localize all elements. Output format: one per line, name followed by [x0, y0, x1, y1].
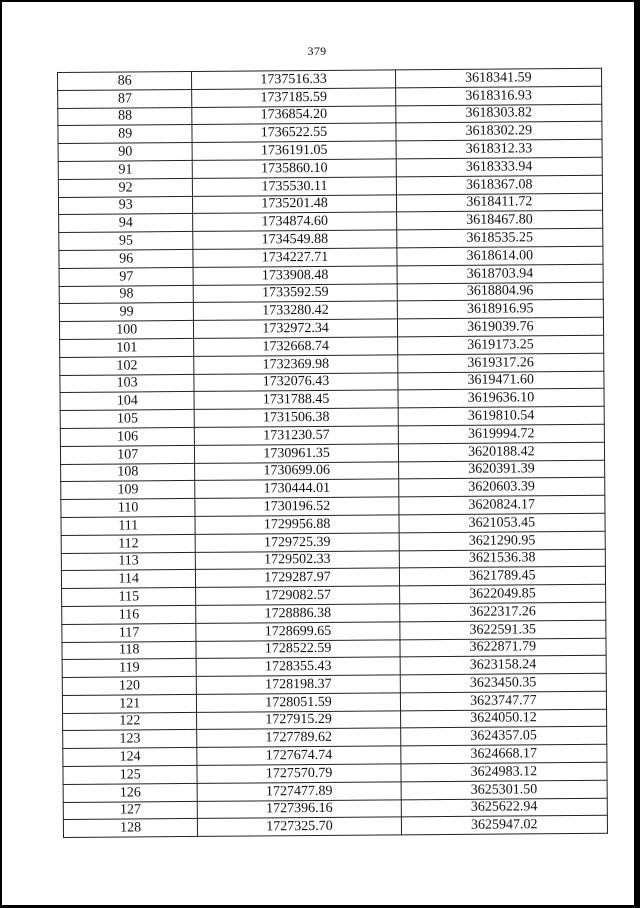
point-number-cell: 116	[62, 605, 197, 624]
x-coordinate-cell: 1730961.35	[195, 444, 398, 463]
y-coordinate-cell: 3623158.24	[400, 656, 606, 675]
point-number-cell: 105	[60, 410, 195, 429]
x-coordinate-cell: 1736191.05	[192, 141, 395, 160]
y-coordinate-cell: 3618703.94	[397, 264, 603, 283]
y-coordinate-cell: 3618341.59	[395, 68, 601, 87]
point-number-cell: 109	[61, 481, 196, 500]
point-number-cell: 89	[58, 125, 193, 144]
y-coordinate-cell: 3618333.94	[396, 157, 602, 176]
y-coordinate-cell: 3618467.80	[396, 211, 602, 230]
y-coordinate-cell: 3620603.39	[398, 478, 604, 497]
point-number-cell: 124	[63, 748, 198, 767]
point-number-cell: 87	[58, 89, 193, 108]
point-number-cell: 115	[62, 588, 197, 607]
x-coordinate-cell: 1733280.42	[194, 301, 397, 320]
y-coordinate-cell: 3618302.29	[396, 122, 602, 141]
x-coordinate-cell: 1734874.60	[193, 212, 396, 231]
y-coordinate-cell: 3620824.17	[399, 495, 605, 514]
x-coordinate-cell: 1729956.88	[195, 515, 398, 534]
point-number-cell: 95	[59, 232, 194, 251]
y-coordinate-cell: 3621290.95	[399, 531, 605, 550]
point-number-cell: 127	[63, 801, 198, 820]
point-number-cell: 103	[60, 374, 195, 393]
x-coordinate-cell: 1732369.98	[194, 355, 397, 374]
x-coordinate-cell: 1727789.62	[197, 728, 400, 747]
point-number-cell: 110	[61, 499, 196, 518]
x-coordinate-cell: 1732076.43	[194, 372, 397, 391]
x-coordinate-cell: 1733592.59	[194, 283, 397, 302]
page-edge-left	[0, 0, 2, 905]
x-coordinate-cell: 1729287.97	[196, 568, 399, 587]
x-coordinate-cell: 1731230.57	[195, 426, 398, 445]
y-coordinate-cell: 3618367.08	[396, 175, 602, 194]
y-coordinate-cell: 3620391.39	[398, 460, 604, 479]
x-coordinate-cell: 1727477.89	[197, 782, 400, 801]
point-number-cell: 99	[59, 303, 194, 322]
y-coordinate-cell: 3619039.76	[397, 317, 603, 336]
y-coordinate-cell: 3619636.10	[398, 389, 604, 408]
y-coordinate-cell: 3618316.93	[395, 86, 601, 105]
point-number-cell: 88	[58, 107, 193, 126]
point-number-cell: 114	[61, 570, 196, 589]
point-number-cell: 117	[62, 623, 197, 642]
coordinates-table-body	[58, 68, 608, 838]
x-coordinate-cell: 1734227.71	[193, 248, 396, 267]
point-number-cell: 96	[59, 249, 194, 268]
point-number-cell: 121	[62, 694, 197, 713]
x-coordinate-cell: 1737516.33	[192, 70, 395, 89]
x-coordinate-cell: 1731788.45	[194, 390, 397, 409]
x-coordinate-cell: 1736854.20	[192, 105, 395, 124]
x-coordinate-cell: 1731506.38	[195, 408, 398, 427]
x-coordinate-cell: 1727674.74	[197, 746, 400, 765]
y-coordinate-cell: 3618916.95	[397, 300, 603, 319]
point-number-cell: 123	[63, 730, 198, 749]
y-coordinate-cell: 3618535.25	[396, 228, 602, 247]
y-coordinate-cell: 3623747.77	[400, 691, 606, 710]
x-coordinate-cell: 1736522.55	[192, 123, 395, 142]
x-coordinate-cell: 1729725.39	[196, 533, 399, 552]
y-coordinate-cell: 3621053.45	[399, 513, 605, 532]
x-coordinate-cell: 1735860.10	[193, 159, 396, 178]
point-number-cell: 98	[59, 285, 194, 304]
y-coordinate-cell: 3624668.17	[401, 744, 607, 763]
point-number-cell: 86	[58, 71, 193, 90]
point-number-cell: 119	[62, 659, 197, 678]
x-coordinate-cell: 1732972.34	[194, 319, 397, 338]
table-row	[63, 816, 607, 838]
y-coordinate-cell: 3619173.25	[397, 335, 603, 354]
x-coordinate-cell: 1733908.48	[193, 266, 396, 285]
point-number-cell: 108	[61, 463, 196, 482]
x-coordinate-cell: 1734549.88	[193, 230, 396, 249]
x-coordinate-cell: 1728355.43	[197, 657, 400, 676]
y-coordinate-cell: 3619994.72	[398, 424, 604, 443]
y-coordinate-cell: 3622871.79	[400, 638, 606, 657]
point-number-cell: 97	[59, 267, 194, 286]
x-coordinate-cell: 1728522.59	[196, 639, 399, 658]
x-coordinate-cell: 1727570.79	[197, 764, 400, 783]
y-coordinate-cell: 3625301.50	[401, 780, 607, 799]
x-coordinate-cell: 1735530.11	[193, 177, 396, 196]
point-number-cell: 112	[61, 534, 196, 553]
y-coordinate-cell: 3623450.35	[400, 673, 606, 692]
point-number-cell: 122	[63, 712, 198, 731]
x-coordinate-cell: 1732668.74	[194, 337, 397, 356]
x-coordinate-cell: 1727396.16	[198, 799, 401, 818]
x-coordinate-cell: 1727915.29	[197, 711, 400, 730]
x-coordinate-cell: 1737185.59	[192, 88, 395, 107]
x-coordinate-cell: 1730699.06	[195, 461, 398, 480]
y-coordinate-cell: 3618614.00	[397, 246, 603, 265]
point-number-cell: 90	[58, 143, 193, 162]
point-number-cell: 100	[59, 321, 194, 340]
page-edge-top	[0, 0, 634, 2]
y-coordinate-cell: 3622049.85	[399, 584, 605, 603]
coordinates-table	[57, 68, 608, 839]
y-coordinate-cell: 3624050.12	[400, 709, 606, 728]
y-coordinate-cell: 3618411.72	[396, 193, 602, 212]
y-coordinate-cell: 3625947.02	[401, 816, 607, 835]
x-coordinate-cell: 1729082.57	[196, 586, 399, 605]
x-coordinate-cell: 1728699.65	[196, 622, 399, 641]
y-coordinate-cell: 3619471.60	[398, 371, 604, 390]
point-number-cell: 107	[60, 445, 195, 464]
y-coordinate-cell: 3622591.35	[400, 620, 606, 639]
point-number-cell: 128	[63, 819, 198, 838]
y-coordinate-cell: 3619317.26	[397, 353, 603, 372]
y-coordinate-cell: 3621536.38	[399, 549, 605, 568]
point-number-cell: 101	[60, 338, 195, 357]
point-number-cell: 126	[63, 783, 198, 802]
point-number-cell: 104	[60, 392, 195, 411]
x-coordinate-cell: 1730196.52	[195, 497, 398, 516]
y-coordinate-cell: 3620188.42	[398, 442, 604, 461]
x-coordinate-cell: 1727325.70	[198, 817, 401, 836]
y-coordinate-cell: 3622317.26	[399, 602, 605, 621]
x-coordinate-cell: 1728051.59	[197, 693, 400, 712]
point-number-cell: 93	[58, 196, 193, 215]
point-number-cell: 106	[60, 427, 195, 446]
y-coordinate-cell: 3618804.96	[397, 282, 603, 301]
y-coordinate-cell: 3624357.05	[400, 727, 606, 746]
x-coordinate-cell: 1728886.38	[196, 604, 399, 623]
point-number-cell: 94	[59, 214, 194, 233]
y-coordinate-cell: 3619810.54	[398, 406, 604, 425]
point-number-cell: 111	[61, 516, 196, 535]
x-coordinate-cell: 1729502.33	[196, 550, 399, 569]
x-coordinate-cell: 1728198.37	[197, 675, 400, 694]
point-number-cell: 91	[58, 160, 193, 179]
point-number-cell: 92	[58, 178, 193, 197]
point-number-cell: 120	[62, 677, 197, 696]
y-coordinate-cell: 3624983.12	[401, 762, 607, 781]
y-coordinate-cell: 3618312.33	[396, 139, 602, 158]
x-coordinate-cell: 1730444.01	[195, 479, 398, 498]
y-coordinate-cell: 3618303.82	[395, 104, 601, 123]
x-coordinate-cell: 1735201.48	[193, 194, 396, 213]
point-number-cell: 113	[61, 552, 196, 571]
point-number-cell: 118	[62, 641, 197, 660]
y-coordinate-cell: 3625622.94	[401, 798, 607, 817]
point-number-cell: 102	[60, 356, 195, 375]
point-number-cell: 125	[63, 765, 198, 784]
y-coordinate-cell: 3621789.45	[399, 567, 605, 586]
page-number: 379	[307, 44, 327, 58]
